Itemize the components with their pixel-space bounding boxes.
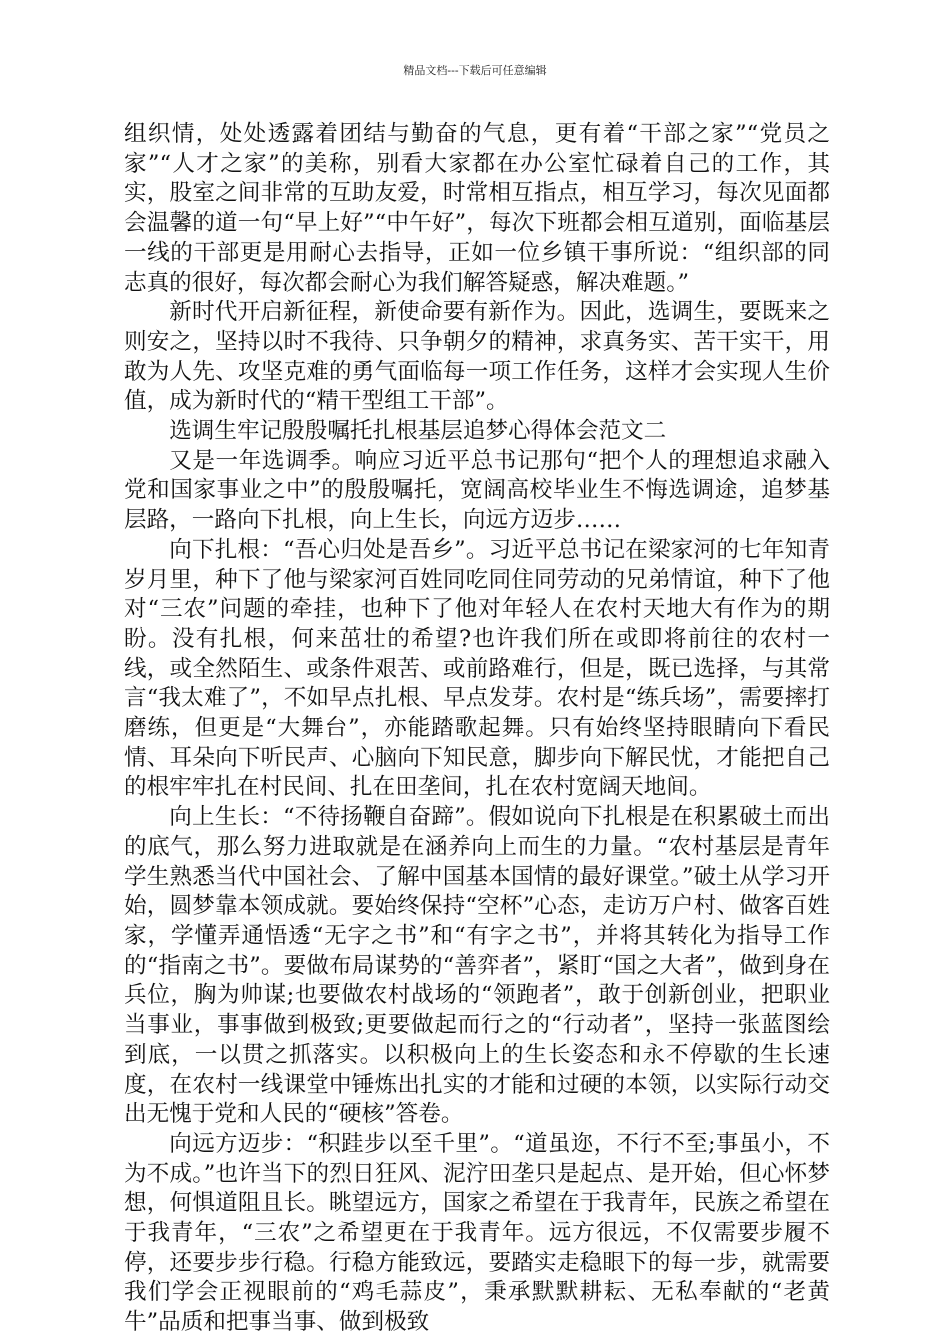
section-heading: 选调生牢记殷殷嘱托扎根基层追梦心得体会范文二 [169,418,667,445]
page-header: 精品文档---下载后可任意编辑 [403,64,547,77]
paragraph: 向远方迈步：“积跬步以至千里”。“道虽迩，不行不至;事虽小，不为不成。”也许当下的烈日狂风、泥泞田垄只是起点、是开始，但心怀梦想，何惧道阻且长。眺望远方，国家之希望在于我青年，民族之希望在于我青年，“三农”之希望更在于我青年。远方很远，不仅需要步履不停，还要步步行稳。行稳方能致远，要踏实走稳眼下的每一步，就需要我们学会正视眼前的“鸡毛蒜皮”，秉承默默耕耘、无私奉献的“老黄牛”品质和把事当事、做到极致 [124,1130,830,1336]
paragraph: 向上生长：“不待扬鞭自奋蹄”。假如说向下扎根是在积累破土而出的底气，那么努力进取就是在涵养向上而生的力量。“农村基层是青年学生熟悉当代中国社会、了解中国基本国情的最好课堂。”破土从学习开始，圆梦靠本领成就。要始终保持“空杯”心态，走访万户村、做客百姓家，学懂弄通悟透“无字之书”和“有字之书”，并将其转化为指导工作的“指南之书”。要做布局谋势的“善弈者”，紧盯“国之大者”，做到身在兵位，胸为帅谋;也要做农村战场的“领跑者”，敢于创新创业，把职业当事业，事事做到极致;更要做起而行之的“行动者”，坚持一张蓝图绘到底，一以贯之抓落实。以积极向上的生长姿态和永不停歇的生长速度，在农村一线课堂中锤炼出扎实的才能和过硬的本领，以实际行动交出无愧于党和人民的“硬核”答卷。 [124,804,830,1128]
paragraph: 又是一年选调季。响应习近平总书记那句“把个人的理想追求融入党和国家事业之中”的殷殷嘱托，宽阔高校毕业生不悔选调途，追梦基层路，一路向下扎根，向上生长，向远方迈步…… [124,447,830,534]
paragraph: 组织情，处处透露着团结与勤奋的气息，更有着“干部之家”“党员之家”“人才之家”的美称，别看大家都在办公室忙碌着自己的工作，其实，股室之间非常的互助友爱，时常相互指点，相互学习，每次见面都会温馨的道一句“早上好”“中午好”，每次下班都会相互道别，面临基层一线的干部更是用耐心去指导，正如一位乡镇干事所说：“组织部的同志真的很好，每次都会耐心为我们解答疑惑，解决难题。” [124,121,830,296]
document-body [124,120,830,1338]
paragraph: 新时代开启新征程，新使命要有新作为。因此，选调生，要既来之则安之，坚持以时不我待、只争朝夕的精神，求真务实、苦干实干，用敢为人先、攻坚克难的勇气面临每一项工作任务，这样才会实现人生价值，成为新时代的“精干型组工干部”。 [124,299,830,415]
paragraph: 向下扎根：“吾心归处是吾乡”。习近平总书记在梁家河的七年知青岁月里，种下了他与梁家河百姓同吃同住同劳动的兄弟情谊，种下了他对“三农”问题的牵挂，也种下了他对年轻人在农村天地大有作为的期盼。没有扎根，何来茁壮的希望?也许我们所在或即将前往的农村一线，或全然陌生、或条件艰苦、或前路难行，但是，既已选择，与其常言“我太难了”，不如早点扎根、早点发芽。农村是“练兵场”，需要摔打磨练，但更是“大舞台”，亦能踏歌起舞。只有始终坚持眼睛向下看民情、耳朵向下听民声、心脑向下知民意，脚步向下解民忧，才能把自己的根牢牢扎在村民间、扎在田垄间，扎在农村宽阔天地间。 [124,536,830,801]
